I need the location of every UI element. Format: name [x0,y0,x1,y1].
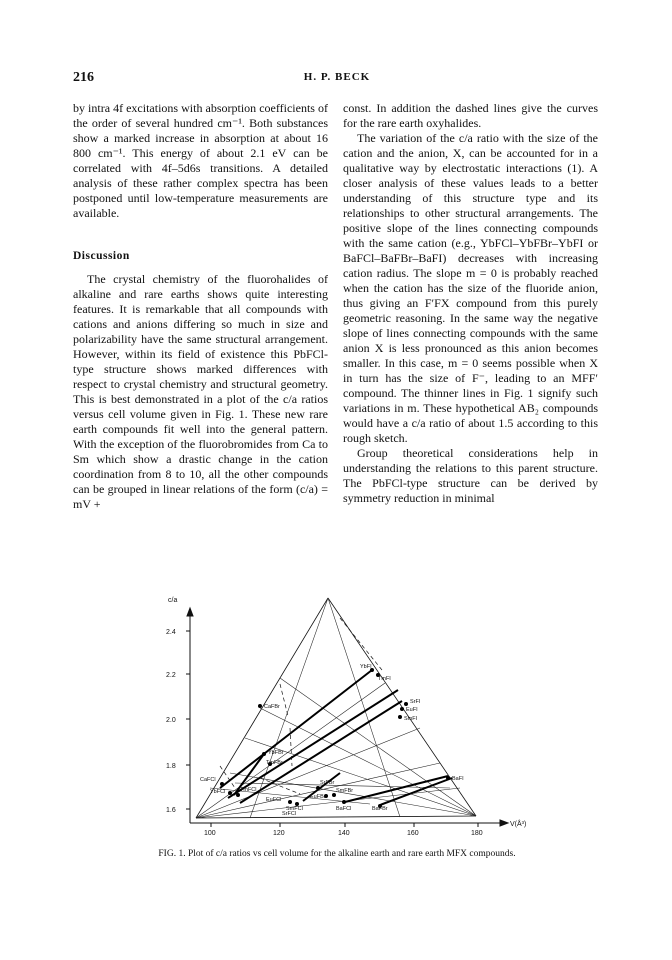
point-eufi [400,707,404,711]
point-label: SrFCl [282,811,297,817]
y-axis-label: c/a [168,597,178,604]
y-tick-label: 2.2 [166,672,176,679]
point-label: BaFBr [372,806,388,812]
point-bafcl [342,800,346,804]
point-smfi [398,715,402,719]
x-tick-label: 120 [273,830,285,837]
point-label: TmFI [378,676,391,682]
x-tick-label: 140 [338,830,350,837]
point-cafbr [258,704,262,708]
point-label: TmFCl [240,787,257,793]
paragraph: by intra 4f excitations with absorption coefficients of the order of several hundred cm⁻¹. Both substances show a marked increase in absorption at about 16 800 cm⁻¹. This energy of about 2.1 eV can be correlated with 4f–5d6s transitions. A detailed analysis of these rather complex spectra has been postponed until low-temperature measurements are available. [73,101,328,220]
point-ybfbr [262,752,266,756]
point-label: CaFCl [200,777,216,783]
running-author: H. P. BECK [303,71,371,83]
y-tick-label: 2.0 [166,717,176,724]
figure [140,588,540,848]
point-label: YbFCl [210,789,226,795]
point-label: EuFCl [266,797,282,803]
point-bafi [446,776,450,780]
point-ybfcl [228,791,232,795]
x-axis-arrow [500,820,508,826]
y-tick-label: 2.4 [166,629,176,636]
point-label: CaFBr [264,704,280,710]
x-axis-label: V(Å³) [510,821,527,828]
point-eufcl [288,800,292,804]
point-label: EuFI [406,707,418,713]
point-label: YbFBr [268,750,284,756]
point-label: SmFI [404,716,418,722]
x-tick-label: 100 [204,830,216,837]
figure-caption: FIG. 1. Plot of c/a ratios vs cell volume for the alkaline earth and rare earth MFX compounds. [158,849,516,859]
paragraph: The variation of the c/a ratio with the size of the cation and the anion, X, can be accounted for in a qualitative way by electrostatic interactions (1). A closer analysis of these values leads to a better understanding of this structure type and its relationships to other structural arrangements. The positive slope of the lines connecting compounds with the same cation (e.g., YbFCl–YbFBr–YbFI or BaFCl–BaFBr–BaFI) decreases with increasing cation radius. The slope m = 0 is probably reached when the cation has the size of the fluoride anion, thus giving an F′FX compound from this purely geometric reasoning. In the same way the negative slope of lines connecting compounds with the same anion X is less pronounced as this anion becomes smaller. In this case, m = 0 seems possible when X in turn has the size of F⁻, leading to an MFF′ compound. The thinner lines in Fig. 1 signify such variations in m. These hypothetical AB₂ compounds would have a c/a ratio of about 1.5 according to this rough sketch. [343,131,598,445]
point-label: EuFBr [310,794,326,800]
point-label: SmFBr [336,788,354,794]
right-column [343,101,598,506]
y-tick-label: 1.6 [166,807,176,814]
point-tmfcl [236,793,240,797]
page-number: 216 [73,70,94,85]
paragraph: Group theoretical considerations help in understanding the relations to this parent structure. The PbFCl-type structure can be derived by symmetry reduction in minimal [343,446,598,505]
point-srfi [404,702,408,706]
point-label: TmFBr [266,760,283,766]
section-heading: Discussion [73,250,130,262]
point-cafcl [220,782,224,786]
point-label: YbFI [360,664,372,670]
thick-lines [220,670,452,805]
x-tick-label: 160 [407,830,419,837]
left-column [73,101,328,512]
page-header [73,70,601,86]
paragraph: const. In addition the dashed lines give the curves for the rare earth oxyhalides. [343,101,598,130]
point-label: BaFI [452,776,464,782]
point-label: BaFCl [336,806,352,812]
point-label: SmFCl [286,806,303,812]
figure-plot [140,588,540,848]
y-axis-arrow [187,608,193,616]
point-label: SrFI [410,699,421,705]
paragraph: The crystal chemistry of the fluorohalides of alkaline and rare earths shows quite interesting features. It is remarkable that all compounds with cations and anions differing so much in size and polarizability have the same structural arrangement. However, within its field of existence this PbFCl-type structure shows marked differences with respect to crystal chemistry and structural geometry. This is best demonstrated in a plot of the c/a ratios versus cell volume given in Fig. 1. These new rare earth compounds fit well into the general pattern. With the exception of the fluorobromides from Ca to Sm which show a drastic change in the cation coordination from 8 to 10, all the other compounds can be grouped in linear relations of the form (c/a) = mV + [73,272,328,511]
dashed-lines [220,618,382,794]
y-tick-label: 1.8 [166,763,176,770]
point-label: SrFBr [320,780,335,786]
point-srfbr [316,786,320,790]
x-tick-label: 180 [471,830,483,837]
